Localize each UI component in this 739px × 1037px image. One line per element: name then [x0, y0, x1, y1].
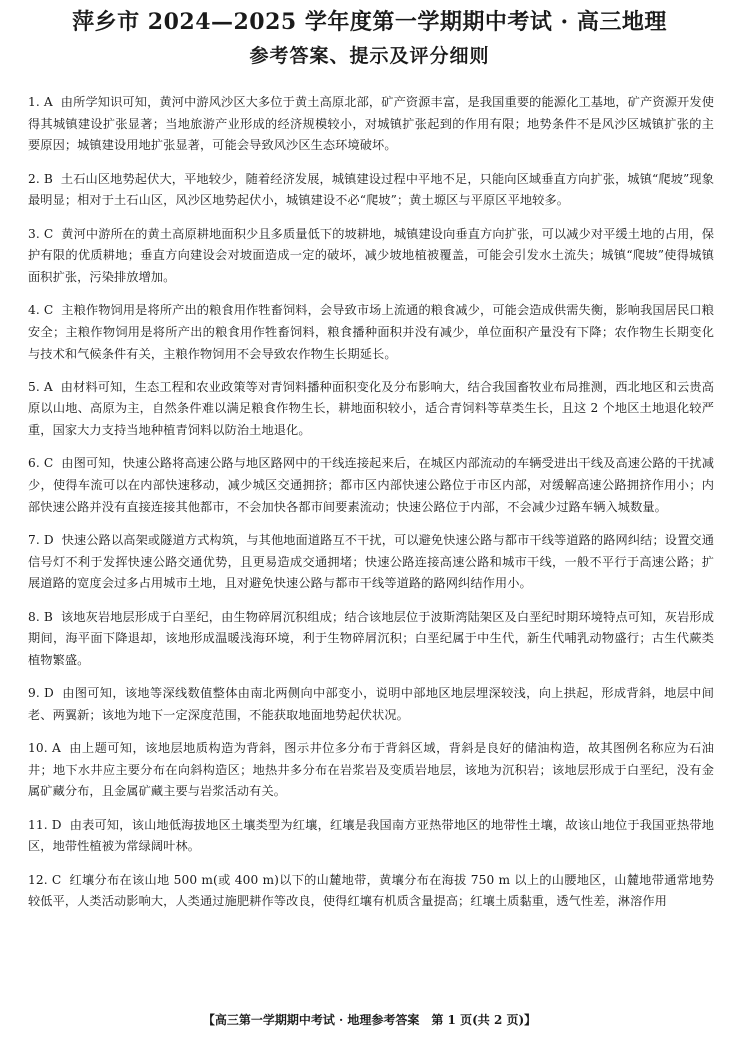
answer-item-8 — [28, 607, 714, 672]
answer-number: 3. C — [28, 226, 54, 241]
answer-item-1 — [28, 92, 714, 157]
answer-item-6 — [28, 453, 714, 518]
answer-number: 2. B — [28, 171, 53, 186]
answer-explanation: 由材料可知，生态工程和农业政策等对青饲料播种面积变化及分布影响大，结合我国畜牧业布局推测，西北地区和云贵高原以山地、高原为主，自然条件难以满足粮食作物生长，耕地面积较小，适合青饲料等草类生长，且这 2 个地区土地退化较严重，国家大力支持当地种植青饲料以防治土地退化。 — [28, 379, 714, 438]
answer-item-11 — [28, 815, 714, 858]
answer-item-10 — [28, 738, 714, 803]
answer-explanation: 黄河中游所在的黄土高原耕地面积少且多质量低下的坡耕地，城镇建设向垂直方向扩张，可以减少对平缓土地的占用，保护有限的优质耕地；垂直方向建设会对坡面造成一定的破坏，减少坡地植被覆盖，可能会引发水土流失；城镇“爬坡”使得城镇面积扩张，污染排放增加。 — [28, 226, 714, 284]
answer-number: 4. C — [28, 303, 54, 318]
answer-item-9 — [28, 683, 714, 726]
answer-item-3 — [28, 224, 714, 289]
answer-explanation: 土石山区地势起伏大，平地较少，随着经济发展，城镇建设过程中平地不足，只能向区域垂直方向扩张，城镇“爬坡”现象最明显；相对于土石山区，风沙区地势起伏小，城镇建设不必“爬坡”；黄土塬区与平原区平地较多。 — [28, 171, 714, 208]
answer-explanation: 由图可知，该地等深线数值整体由南北两侧向中部变小，说明中部地区地层埋深较浅，向上拱起，形成背斜，地层中间老、两翼新；该地为地下一定深度范围，不能获取地面地势起伏状况。 — [28, 686, 714, 722]
answer-item-2 — [28, 169, 714, 212]
answer-number: 5. A — [28, 379, 53, 394]
answer-item-4 — [28, 300, 714, 365]
answer-explanation: 红壤分布在该山地 500 m(或 400 m)以下的山麓地带，黄壤分布在海拔 750 m 以上的山腰地区，山麓地带通常地势较低平，人类活动影响大，人类通过施肥耕作等改良，使得红壤有机质含量提高；红壤土质黏重，透气性差，淋溶作用 — [28, 872, 714, 909]
answer-explanation: 快速公路以高架或隧道方式构筑，与其他地面道路互不干扰，可以避免快速公路与都市干线等道路的路网纠结；设置交通信号灯不利于发挥快速公路交通优势，且更易造成交通拥堵；快速公路连接高速公路和城市干线，一般不平行于高速公路；扩展道路的宽度会过多占用城市土地，且对避免快速公路与都市干线等道路的路网纠结作用小。 — [28, 532, 714, 591]
answer-list — [28, 92, 714, 925]
answer-explanation: 由图可知，快速公路将高速公路与地区路网中的干线连接起来后，在城区内部流动的车辆受进出干线及高速公路的干扰减少，使得车流可以在内部快速移动，减少城区交通拥挤；都市区内部快速公路位于市区内部，对缓解高速公路拥挤作用小；内部快速公路并没有直接连接其他都市，不会加快各都市间要素流动；快速公路位于内部，不会减少过路车辆入城数量。 — [28, 456, 714, 514]
answer-number: 11. D — [28, 817, 62, 832]
answer-explanation: 由所学知识可知，黄河中游风沙区大多位于黄土高原北部，矿产资源丰富，是我国重要的能源化工基地，矿产资源开发使得其城镇建设扩张显著；当地旅游产业形成的经济规模较小，对城镇扩张起到的作用有限；地势条件不是风沙区城镇扩张的主要原因；城镇建设用地扩张显著，可能会导致风沙区生态环境破坏。 — [28, 95, 714, 153]
answer-number: 1. A — [28, 95, 53, 109]
answer-item-12 — [28, 870, 714, 913]
page-footer: 【高三第一学期期中考试 · 地理参考答案 第 1 页(共 2 页)】 — [202, 1013, 537, 1027]
answer-number: 10. A — [28, 741, 61, 756]
answer-number: 8. B — [28, 609, 53, 624]
answer-item-7 — [28, 530, 714, 595]
answer-number: 12. C — [28, 872, 62, 887]
answer-explanation: 该地灰岩地层形成于白垩纪，由生物碎屑沉积组成；结合该地层位于波斯湾陆架区及白垩纪时期环境特点可知，灰岩形成期间，海平面下降退却，该地形成温暖浅海环境，利于生物碎屑沉积；白垩纪属于中生代，新生代哺乳动物盛行；古生代蕨类植物繁盛。 — [28, 609, 714, 667]
answer-number: 9. D — [28, 686, 54, 701]
answer-number: 6. C — [28, 456, 54, 471]
page-title: 萍乡市 2024—2025 学年度第一学期期中考试 · 高三地理 — [72, 9, 667, 35]
answer-number: 7. D — [28, 532, 54, 547]
answer-explanation: 主粮作物饲用是将所产出的粮食用作牲畜饲料，会导致市场上流通的粮食减少，可能会造成供需失衡，影响我国居民口粮安全；主粮作物饲用是将所产出的粮食用作牲畜饲料，粮食播种面积并没有减少，单位面积产量没有下降；农作物生长期变化与技术和气候条件有关，主粮作物饲用不会导致农作物生长期延长。 — [28, 303, 714, 361]
page-subtitle: 参考答案、提示及评分细则 — [249, 45, 490, 67]
answer-explanation: 由表可知，该山地低海拔地区土壤类型为红壤，红壤是我国南方亚热带地区的地带性土壤，故该山地位于我国亚热带地区，地带性植被为常绿阔叶林。 — [28, 817, 715, 854]
answer-explanation: 由上题可知，该地层地质构造为背斜，图示井位多分布于背斜区域，背斜是良好的储油构造，故其图例名称应为石油井；地下水井应主要分布在向斜构造区；地热井多分布在岩浆岩及变质岩地层，该地为沉积岩；该地层形成于白垩纪，没有金属矿藏分布，且金属矿藏主要与岩浆活动有关。 — [28, 741, 714, 799]
answer-item-5 — [28, 377, 714, 442]
